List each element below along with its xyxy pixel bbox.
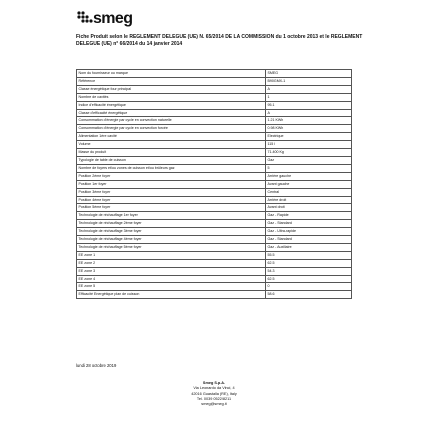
table-row [77,149,352,157]
row-label: Position 1er foyer [77,180,266,188]
row-label: Masse du produit [77,149,266,157]
row-value: 55.5 [266,251,352,259]
table-row [77,228,352,236]
table-row [77,291,352,299]
table-row [77,101,352,109]
table-row [77,109,352,117]
table-row [77,85,352,93]
table-row [77,164,352,172]
smeg-logo [76,9,136,27]
row-label: Position 3ème foyer [77,188,266,196]
row-label: Technologie de réchauffage 2ème foyer [77,220,266,228]
row-label: EE zone 3 [77,267,266,275]
row-value: Arrière droit [266,196,352,204]
table-row [77,172,352,180]
table-row [77,236,352,244]
footer-email-line: smeg@smeg.it [201,402,227,407]
row-value: SMEG [266,70,352,78]
table-row [77,156,352,164]
row-label: Nombre de foyers et/ou zones de cuisson et/ou brûleurs gaz [77,164,266,172]
row-label: EE zone 2 [77,259,266,267]
row-value: 1 [266,93,352,101]
table-row [77,117,352,125]
row-label: Nom du fournisseur ou marque [77,70,266,78]
table-row [77,275,352,283]
table-row [77,283,352,291]
table-row [77,259,352,267]
row-label: Position 2ème foyer [77,172,266,180]
row-label: Classe d'efficacité énergétique [77,109,266,117]
row-label: Position 4ème foyer [77,196,266,204]
row-value: Arrière gauche [266,172,352,180]
table-row [77,133,352,141]
row-value: Central [266,188,352,196]
row-value: A [266,85,352,93]
row-value: 58.6 [266,291,352,299]
footer-phone-line: Tel. 0039 0522/8211 [196,396,232,401]
footer-city-line: 42016 Guastalla (RE), Italy [191,391,237,396]
row-label: Position 5ème foyer [77,204,266,212]
row-value: Gaz - Standard [266,236,352,244]
row-label: Technologie de réchauffage 4ème foyer [77,236,266,244]
row-value: 62.5 [266,259,352,267]
footer-company: Smeg S.p.A. [202,381,226,385]
row-value: 54.3 [266,267,352,275]
product-spec-table [76,69,352,299]
row-label: Consommation d'énergie par cycle en convection forcée [77,125,266,133]
table-row [77,77,352,85]
row-value: Gaz - Rapide [266,212,352,220]
table-row [77,212,352,220]
document-date: lundi 28 octobre 2019 [76,363,117,368]
row-label: Indice d'efficacité énergétique [77,101,266,109]
row-label: Consommation d'énergie par cycle en convection naturelle [77,117,266,125]
row-value: 62.5 [266,275,352,283]
footer-address-line: Via Leonardo da Vinci, 4 [193,386,235,391]
row-value: 5 [266,164,352,172]
row-value: 71.400 Kg [266,149,352,157]
row-value: 115 l [266,141,352,149]
row-value: Electrique [266,133,352,141]
table-row [77,220,352,228]
table-row [77,70,352,78]
row-label: Alimentation 1ère cavité [77,133,266,141]
row-value: Gaz [266,156,352,164]
row-value: B90GMX-1 [266,77,352,85]
table-row [77,243,352,251]
smeg-logo-mark [76,9,136,27]
row-value: Gaz - Standard [266,220,352,228]
table-row [77,93,352,101]
row-label: EE zone 4 [77,275,266,283]
row-label: Technologie de réchauffage 5ème foyer [77,243,266,251]
table-row [77,251,352,259]
row-label: EE zone 5 [77,283,266,291]
row-label: Technologie de réchauffage 1er foyer [77,212,266,220]
row-value: 0 [266,283,352,291]
page-heading: Fiche Produit selon le REGLEMENT DELEGUE (UE) N. 65/2014 DE LA COMMISSION du 1 octobre 2013 et le REGLEMENT DELEGUE (UE) n° 66/2014 du 14 janvier 2014 [76,34,363,47]
row-label: Typologie de table de cuisson [77,156,266,164]
row-value: Gaz - Ultra-rapide [266,228,352,236]
row-value: Gaz - Auxiliaire [266,243,352,251]
table-row [77,188,352,196]
row-label: Référence [77,77,266,85]
table-row [77,196,352,204]
row-label: Efficacité Energétique plan de cuisson [77,291,266,299]
table-row [77,125,352,133]
company-footer [0,381,428,407]
table-row [77,204,352,212]
row-value: 1.21 KWh [266,117,352,125]
row-value: Avant gauche [266,180,352,188]
row-value: A [266,109,352,117]
smeg-logo-text: smeg [93,10,133,27]
row-label: Classe énergétique four principal [77,85,266,93]
row-label: Volume [77,141,266,149]
table-row [77,141,352,149]
table-row [77,180,352,188]
row-value: Avant droit [266,204,352,212]
row-label: Technologie de réchauffage 3ème foyer [77,228,266,236]
row-label: EE zone 1 [77,251,266,259]
table-row [77,267,352,275]
row-value: 95.1 [266,101,352,109]
row-value: 0.98 KWh [266,125,352,133]
row-label: Nombre de cavités [77,93,266,101]
